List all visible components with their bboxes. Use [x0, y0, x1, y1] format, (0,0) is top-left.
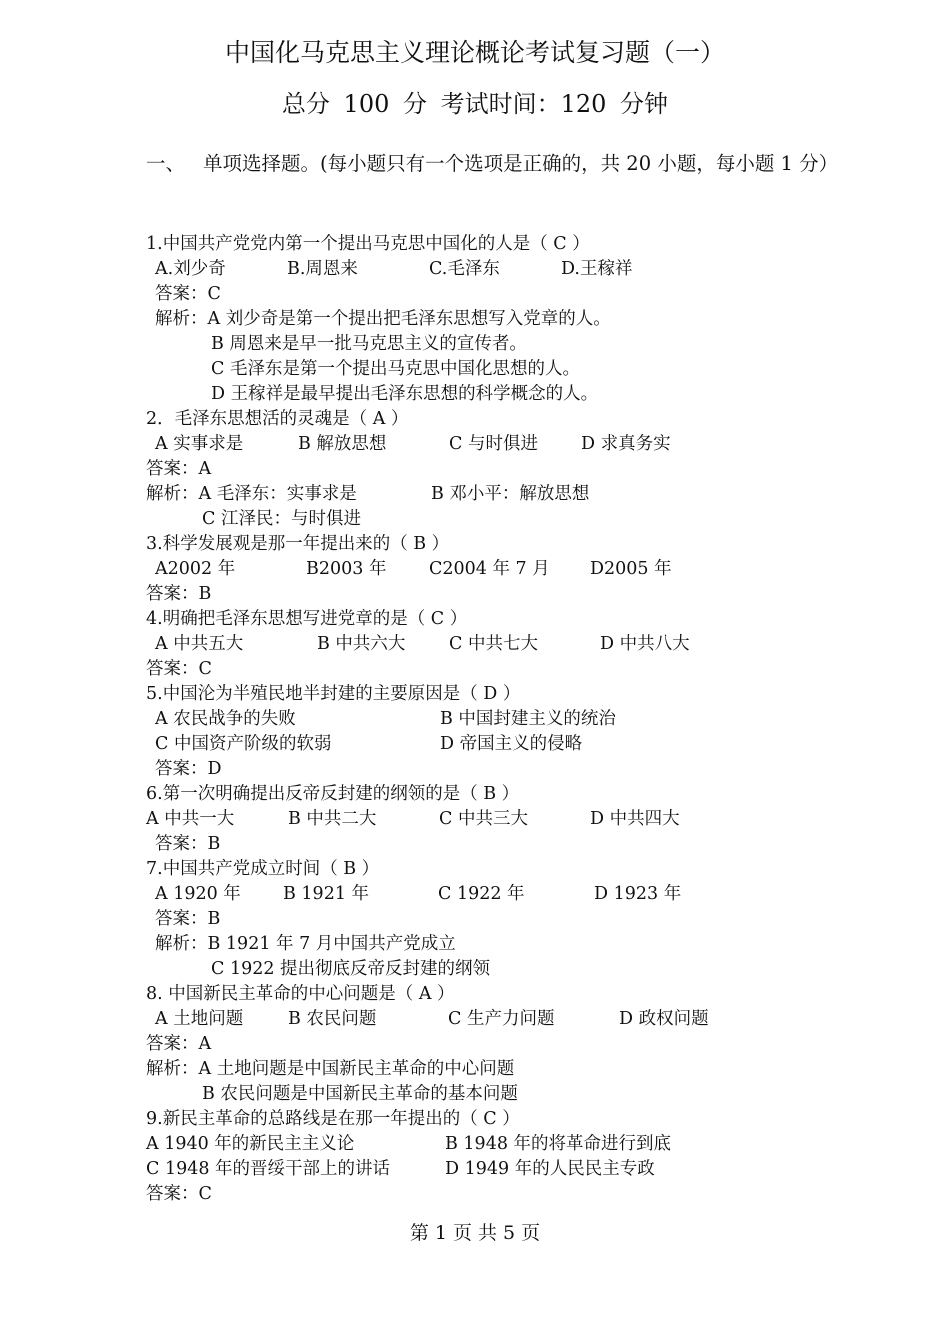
option: A 1940 年的新民主主义论	[146, 1134, 355, 1154]
explanation: D 王稼祥是最早提出毛泽东思想的科学概念的人。	[211, 384, 599, 404]
option: D 中共四大	[590, 809, 680, 829]
explanation: B 农民问题是中国新民主革命的基本问题	[202, 1084, 518, 1104]
section-number: 一、	[146, 152, 186, 175]
question-4: 4.明确把毛泽东思想写进党章的是（ C ）	[146, 609, 468, 629]
page-number: 第 1 页 共 5 页	[409, 1222, 541, 1244]
option: B 解放思想	[298, 434, 387, 454]
question-8: 8. 中国新民主革命的中心问题是（ A ）	[146, 984, 455, 1004]
question-5: 5.中国沦为半殖民地半封建的主要原因是（ D ）	[146, 684, 521, 704]
answer: 答案：C	[155, 284, 221, 304]
explanation: C 1922 提出彻底反帝反封建的纲领	[211, 959, 491, 979]
explanation: B 邓小平：解放思想	[431, 484, 590, 504]
option: C.毛泽东	[429, 259, 500, 279]
option: A 土地问题	[155, 1009, 244, 1029]
option: D 中共八大	[600, 634, 690, 654]
option: A 中共一大	[146, 809, 235, 829]
option: D 1923 年	[594, 884, 682, 904]
option: C 与时俱进	[449, 434, 538, 454]
answer: 答案：B	[146, 584, 212, 604]
answer: 答案：B	[155, 834, 221, 854]
option: B.周恩来	[287, 259, 358, 279]
question-1: 1.中国共产党党内第一个提出马克思中国化的人是（ C ）	[146, 234, 590, 254]
answer: 答案：D	[155, 759, 222, 779]
option: B 1921 年	[283, 884, 370, 904]
option: A 中共五大	[155, 634, 244, 654]
explanation: 解析：A 土地问题是中国新民主革命的中心问题	[146, 1059, 515, 1079]
question-3: 3.科学发展观是那一年提出来的（ B ）	[146, 534, 450, 554]
question-9: 9.新民主革命的总路线是在那一年提出的（ C ）	[146, 1109, 520, 1129]
option: C 生产力问题	[448, 1009, 555, 1029]
option: B 中国封建主义的统治	[440, 709, 616, 729]
answer: 答案：A	[146, 459, 212, 479]
option: C 1922 年	[438, 884, 525, 904]
answer: 答案：C	[146, 659, 212, 679]
option: D 帝国主义的侵略	[440, 734, 583, 754]
explanation: C 江泽民：与时俱进	[202, 509, 361, 529]
section-heading-text: 单项选择题。(每小题只有一个选项是正确的，共 20 小题，每小题 1 分）	[203, 152, 839, 175]
option: D 政权问题	[619, 1009, 709, 1029]
explanation: C 毛泽东是第一个提出马克思中国化思想的人。	[211, 359, 580, 379]
option: D 求真务实	[581, 434, 671, 454]
option: D.王稼祥	[561, 259, 633, 279]
option: B 农民问题	[288, 1009, 377, 1029]
document-subtitle: 总分 100 分 考试时间：120 分钟	[281, 90, 669, 118]
question-6: 6.第一次明确提出反帝反封建的纲领的是（ B ）	[146, 784, 520, 804]
option: B2003 年	[306, 559, 387, 579]
option: D 1949 年的人民民主专政	[445, 1159, 655, 1179]
document-title: 中国化马克思主义理论概论考试复习题（一）	[224, 38, 725, 67]
option: B 1948 年的将革命进行到底	[445, 1134, 672, 1154]
option: B 中共二大	[288, 809, 377, 829]
answer: 答案：A	[146, 1034, 212, 1054]
option: C 中国资产阶级的软弱	[155, 734, 332, 754]
option: D2005 年	[590, 559, 672, 579]
explanation: 解析：A 毛泽东：实事求是	[146, 484, 357, 504]
option: A 实事求是	[155, 434, 244, 454]
answer: 答案：B	[155, 909, 221, 929]
option: C 中共三大	[439, 809, 528, 829]
option: C2004 年 7 月	[429, 559, 550, 579]
section-heading	[146, 140, 846, 188]
option: B 中共六大	[317, 634, 406, 654]
option: C 1948 年的晋绥干部上的讲话	[146, 1159, 391, 1179]
option: A 1920 年	[155, 884, 241, 904]
option: C 中共七大	[449, 634, 538, 654]
explanation: 解析：A 刘少奇是第一个提出把毛泽东思想写入党章的人。	[155, 309, 611, 329]
answer: 答案：C	[146, 1184, 212, 1204]
question-7: 7.中国共产党成立时间（ B ）	[146, 859, 380, 879]
option: A2002 年	[155, 559, 236, 579]
option: A 农民战争的失败	[155, 709, 296, 729]
explanation: 解析：B 1921 年 7 月中国共产党成立	[155, 934, 456, 954]
explanation: B 周恩来是早一批马克思主义的宣传者。	[211, 334, 527, 354]
question-2: 2．毛泽东思想活的灵魂是（ A ）	[146, 409, 409, 429]
option: A.刘少奇	[155, 259, 226, 279]
